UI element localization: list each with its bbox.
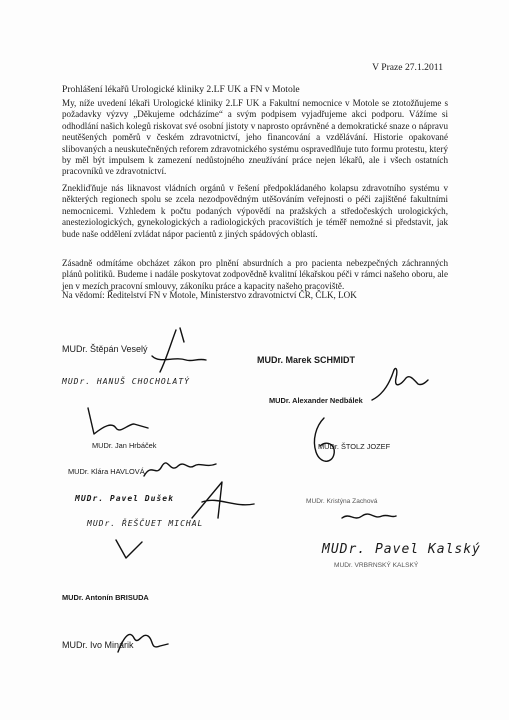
signature-scribble-minarik bbox=[110, 626, 170, 656]
signature-scribble-vesely bbox=[140, 326, 210, 376]
signature-name-hrbacek: MUDr. Jan Hrbáček bbox=[92, 441, 157, 450]
document-date: V Praze 27.1.2011 bbox=[372, 62, 443, 73]
signature-name-brisuda: MUDr. Antonín BRISUDA bbox=[62, 593, 149, 602]
signature-name-stolz: MUDr. ŠTOLZ JOZEF bbox=[318, 442, 391, 451]
signature-name-schmidt: MUDr. Marek SCHMIDT bbox=[257, 355, 356, 365]
signature-name-nedbalek: MUDr. Alexander Nedbálek bbox=[269, 396, 363, 405]
cc-line: Na vědomí: Ředitelství FN v Motole, Ministerstvo zdravotnictví ČR, ČLK, LOK bbox=[62, 290, 357, 300]
signature-name-vrbrnsky: MUDr. VRBRNSKÝ KALSKÝ bbox=[334, 562, 419, 569]
signature-name-zachova: MUDr. Kristýna Zachová bbox=[306, 498, 378, 505]
signature-name-dusek: MUDr. Pavel Dušek bbox=[75, 494, 174, 503]
signature-name-chocholaty: MUDr. HANUŠ CHOCHOLATÝ bbox=[62, 377, 190, 386]
signature-scribble-nedbalek bbox=[370, 364, 430, 406]
signature-scribble-hrbacek bbox=[78, 404, 150, 438]
signature-scribble-dusek bbox=[188, 478, 258, 524]
document-title: Prohlášení lékařů Urologické kliniky 2.LF UK a FN v Motole bbox=[62, 84, 300, 95]
signature-scribble-zachova bbox=[338, 504, 398, 526]
signature-scribble-stolz bbox=[306, 414, 346, 470]
signature-name-havlova: MUDr. Klára HAVLOVÁ bbox=[68, 467, 145, 476]
signature-name-vesely: MUDr. Štěpán Veselý bbox=[62, 344, 148, 354]
signature-name-rescuet: MUDr. ŘEŠČUET MICHAL bbox=[87, 519, 204, 528]
paragraph-2: Znekliďňuje nás liknavost vládních orgánů v řešení předpokládaného kolapsu zdravotního systému v některých regionech spolu se zcela nezodpovědným utěšováním veřejnosti o péči zajištěné fakultními nemocnicemi. Vzhledem k počtu podaných výpovědí na pražských a středočeských urologických, anesteziologických, gynekologických a radiologických pracovištích je téměř nemožné si představit, jak bude naše oddělení zvládat nápor pacientů z jiných spádových oblastí. bbox=[62, 183, 448, 239]
signature-name-minarik: MUDr. Ivo Minárik bbox=[62, 640, 134, 650]
paragraph-3: Zásadně odmítáme obcházet zákon pro plnění absurdních a pro pacienta nebezpečných záchranných plánů politiků. Budeme i nadále poskytovat zodpovědně kvalitní lékařskou péči v rámci našeho oboru, ale jen v mezích pracovní smlouvy, zákoníku práce a kapacity našeho pracoviště. bbox=[62, 258, 448, 291]
signature-scribble-rescuet bbox=[112, 536, 152, 562]
paragraph-1: My, níže uvedení lékaři Urologické kliniky 2.LF UK a Fakultní nemocnice v Motole se ztotožňujeme s požadavky výzvy „Děkujeme odcházíme“ a svým podpisem vyjadřujeme akci podporu. Vážíme si odhodlání našich kolegů riskovat své osobní jistoty v naprosto oprávněné a demokratické snaze o nápravu neutěšených poměrů v českém zdravotnictví, jeho financování a vzdělávání. Historie opakované slibovaných a neuskutečněných reforem zdravotnického systému ospravedlňuje tuto formu protestu, který by měl být impulsem k zamezení nedůstojného zneužívání práce nejen lékařů, ale i všech ostatních pracovníků ve zdravotnictví. bbox=[62, 98, 448, 177]
signature-name-kalsky: MUDr. Pavel Kalský bbox=[322, 542, 481, 557]
